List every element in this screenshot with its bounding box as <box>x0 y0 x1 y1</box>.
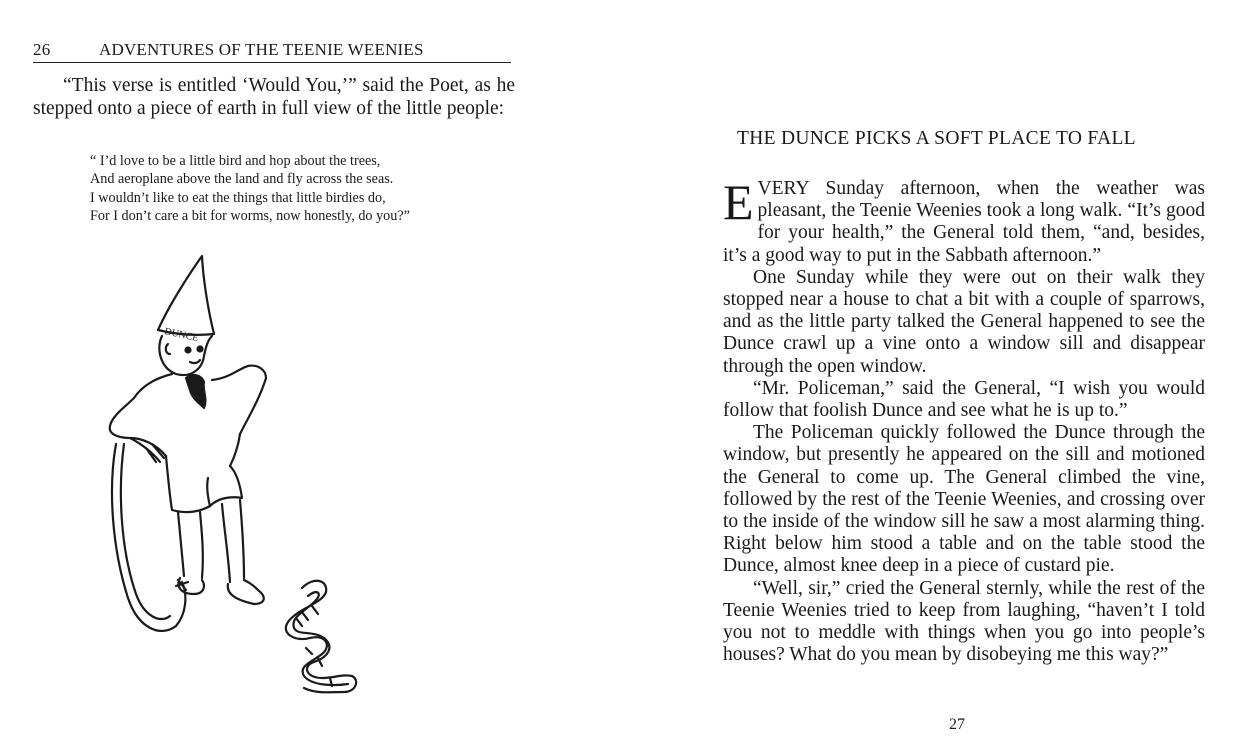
left-body-text <box>33 74 515 120</box>
verse-line: And aeroplane above the land and fly across the seas. <box>90 171 394 188</box>
drop-cap: E <box>723 174 754 230</box>
dunce-cap-icon <box>158 256 214 335</box>
hat-label: DUNCE <box>163 326 200 345</box>
body-paragraph: The Policeman quickly followed the Dunce through the window, but presently he appeared on the sill and motioned the General to come up. The General climbed the vine, followed by the rest of the Teenie Weenies, and crossing over to the inside of the window sill he saw a most alarming thing. Right below him stood a table and on the table stood the Dunce, almost knee deep in a piece of custard pie. <box>723 422 1205 577</box>
body-paragraph: One Sunday while they were out on their walk they stopped near a house to chat a bit with a couple of sparrows, and as the little party talked the General happened to see the Dunce crawl up a vine onto a window sill and disappear through the open window. <box>723 266 1205 377</box>
verse-line: I wouldn’t like to eat the things that little birdies do, <box>90 189 386 206</box>
running-head-title: ADVENTURES OF THE TEENIE WEENIES <box>99 40 424 59</box>
dunce-and-worm-illustration <box>90 248 390 708</box>
running-head <box>33 40 511 63</box>
right-body-text <box>723 174 1205 666</box>
left-page-number: 26 <box>33 40 51 59</box>
verse-line: “ I’d love to be a little bird and hop about the trees, <box>90 153 381 169</box>
chapter-title: THE DUNCE PICKS A SOFT PLACE TO FALL <box>737 128 1136 149</box>
right-page <box>619 0 1238 748</box>
body-paragraph: “Mr. Policeman,” said the General, “I wish you would follow that foolish Dunce and see what he is up to.” <box>723 377 1205 422</box>
verse-line: For I don’t care a bit for worms, now honestly, do you?” <box>90 208 410 225</box>
body-paragraph: “Well, sir,” cried the General sternly, while the rest of the Teenie Weenies tried to keep from laughing, “haven’t I told you not to meddle with things when you go into people’s houses? What do you mean by disobeying me this way?” <box>723 577 1205 666</box>
intro-paragraph: “This verse is entitled ‘Would You,’” said the Poet, as he stepped onto a piece of earth in full view of the little people: <box>33 75 515 119</box>
right-page-number: 27 <box>949 716 965 733</box>
first-paragraph-text: VERY Sunday afternoon, when the weather was pleasant, the Teenie Weenies took a long walk. “It’s good for your health,” the General told them, “and, besides, it’s a good way to put in the Sabbath afternoon.” <box>723 178 1205 266</box>
first-paragraph <box>723 174 1205 267</box>
poem-verse <box>90 152 490 226</box>
